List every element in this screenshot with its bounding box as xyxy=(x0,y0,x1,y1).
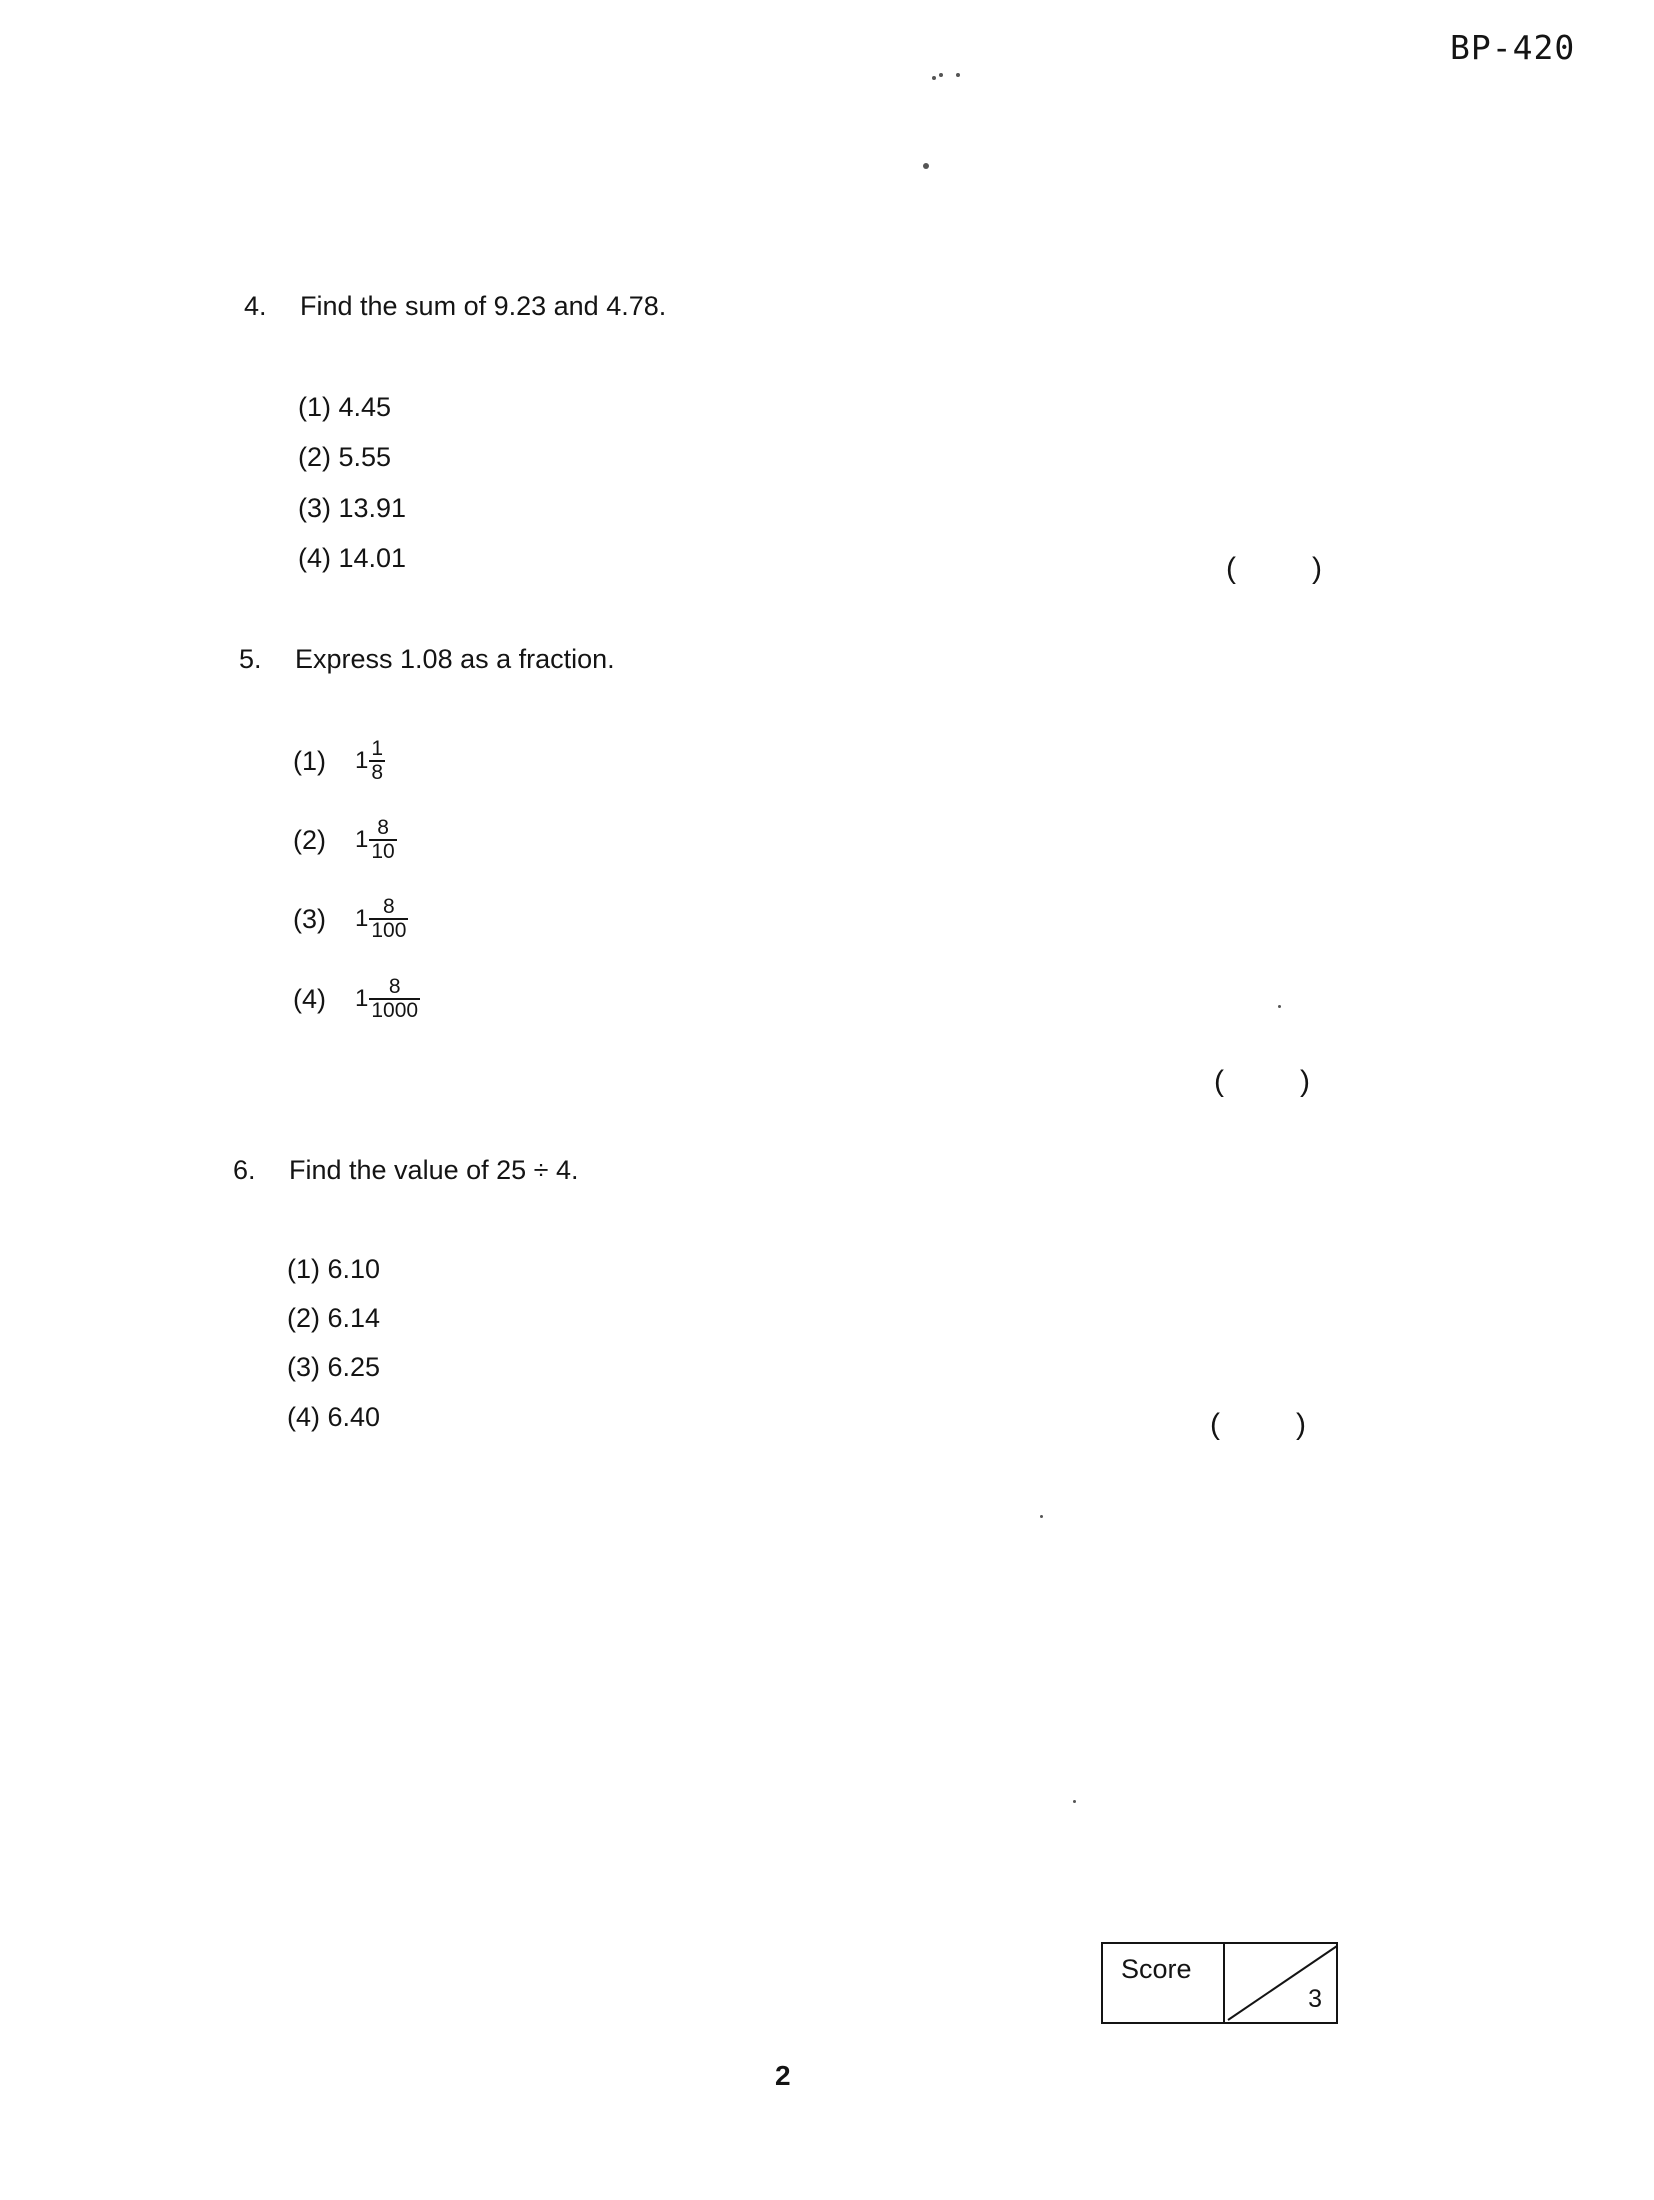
scan-speck xyxy=(923,163,929,169)
fraction xyxy=(369,738,385,784)
scan-speck xyxy=(932,76,936,80)
question-number: 5. xyxy=(239,644,262,674)
option-2[interactable]: (2) 6.14 xyxy=(287,1303,381,1333)
scan-speck xyxy=(1278,1005,1281,1008)
document-code: BP-420 xyxy=(1450,28,1576,67)
scan-speck xyxy=(1040,1515,1043,1518)
option-label: (4) xyxy=(293,983,326,1014)
open-paren: ( xyxy=(1226,552,1236,585)
option-label: (3) xyxy=(293,903,326,934)
question-4 xyxy=(244,291,666,322)
fraction xyxy=(369,817,396,863)
option-label: (2) xyxy=(293,824,326,855)
option-4[interactable]: (4) 6.40 xyxy=(287,1402,381,1432)
scan-speck xyxy=(1073,1800,1076,1803)
option-3[interactable] xyxy=(293,896,408,942)
page-number: 2 xyxy=(775,2060,791,2091)
score-label: Score xyxy=(1103,1944,1225,2022)
option-1[interactable] xyxy=(293,738,385,784)
fraction xyxy=(369,976,420,1022)
close-paren: ) xyxy=(1300,1065,1310,1098)
numerator: 8 xyxy=(383,895,395,918)
option-4[interactable]: (4) 14.01 xyxy=(298,543,407,573)
option-4[interactable] xyxy=(293,976,420,1022)
option-3[interactable]: (3) 13.91 xyxy=(298,493,407,523)
whole-part: 1 xyxy=(355,747,369,775)
numerator: 8 xyxy=(377,816,389,839)
numerator: 1 xyxy=(371,737,384,760)
denominator: 1000 xyxy=(371,999,419,1023)
open-paren: ( xyxy=(1214,1065,1224,1098)
denominator: 10 xyxy=(371,840,395,864)
option-2[interactable]: (2) 5.55 xyxy=(298,442,392,472)
open-paren: ( xyxy=(1210,1408,1220,1441)
score-box xyxy=(1101,1942,1338,2024)
close-paren: ) xyxy=(1296,1408,1306,1441)
whole-part: 1 xyxy=(355,905,369,933)
option-2[interactable] xyxy=(293,817,397,863)
question-number: 4. xyxy=(244,291,267,321)
option-3[interactable]: (3) 6.25 xyxy=(287,1352,381,1382)
whole-part: 1 xyxy=(355,985,369,1013)
scan-speck xyxy=(939,73,943,77)
question-text: Find the sum of 9.23 and 4.78. xyxy=(300,291,667,321)
option-label: (1) xyxy=(293,745,326,776)
answer-blank[interactable] xyxy=(1214,1065,1310,1099)
numerator: 8 xyxy=(388,975,401,998)
denominator: 8 xyxy=(371,761,384,785)
question-text: Express 1.08 as a fraction. xyxy=(295,644,615,674)
answer-blank[interactable] xyxy=(1210,1408,1306,1442)
denominator: 100 xyxy=(371,919,407,943)
question-text: Find the value of 25 ÷ 4. xyxy=(289,1155,579,1185)
question-number: 6. xyxy=(233,1155,256,1185)
answer-blank[interactable] xyxy=(1226,552,1322,586)
option-1[interactable]: (1) 4.45 xyxy=(298,392,392,422)
question-5 xyxy=(239,644,615,675)
whole-part: 1 xyxy=(355,826,369,854)
score-entry-cell[interactable] xyxy=(1225,1944,1336,2022)
score-total: 3 xyxy=(1308,1985,1322,2013)
question-6 xyxy=(233,1155,579,1186)
fraction xyxy=(369,896,408,942)
option-1[interactable]: (1) 6.10 xyxy=(287,1254,381,1284)
scan-speck xyxy=(956,73,960,77)
close-paren: ) xyxy=(1312,552,1322,585)
